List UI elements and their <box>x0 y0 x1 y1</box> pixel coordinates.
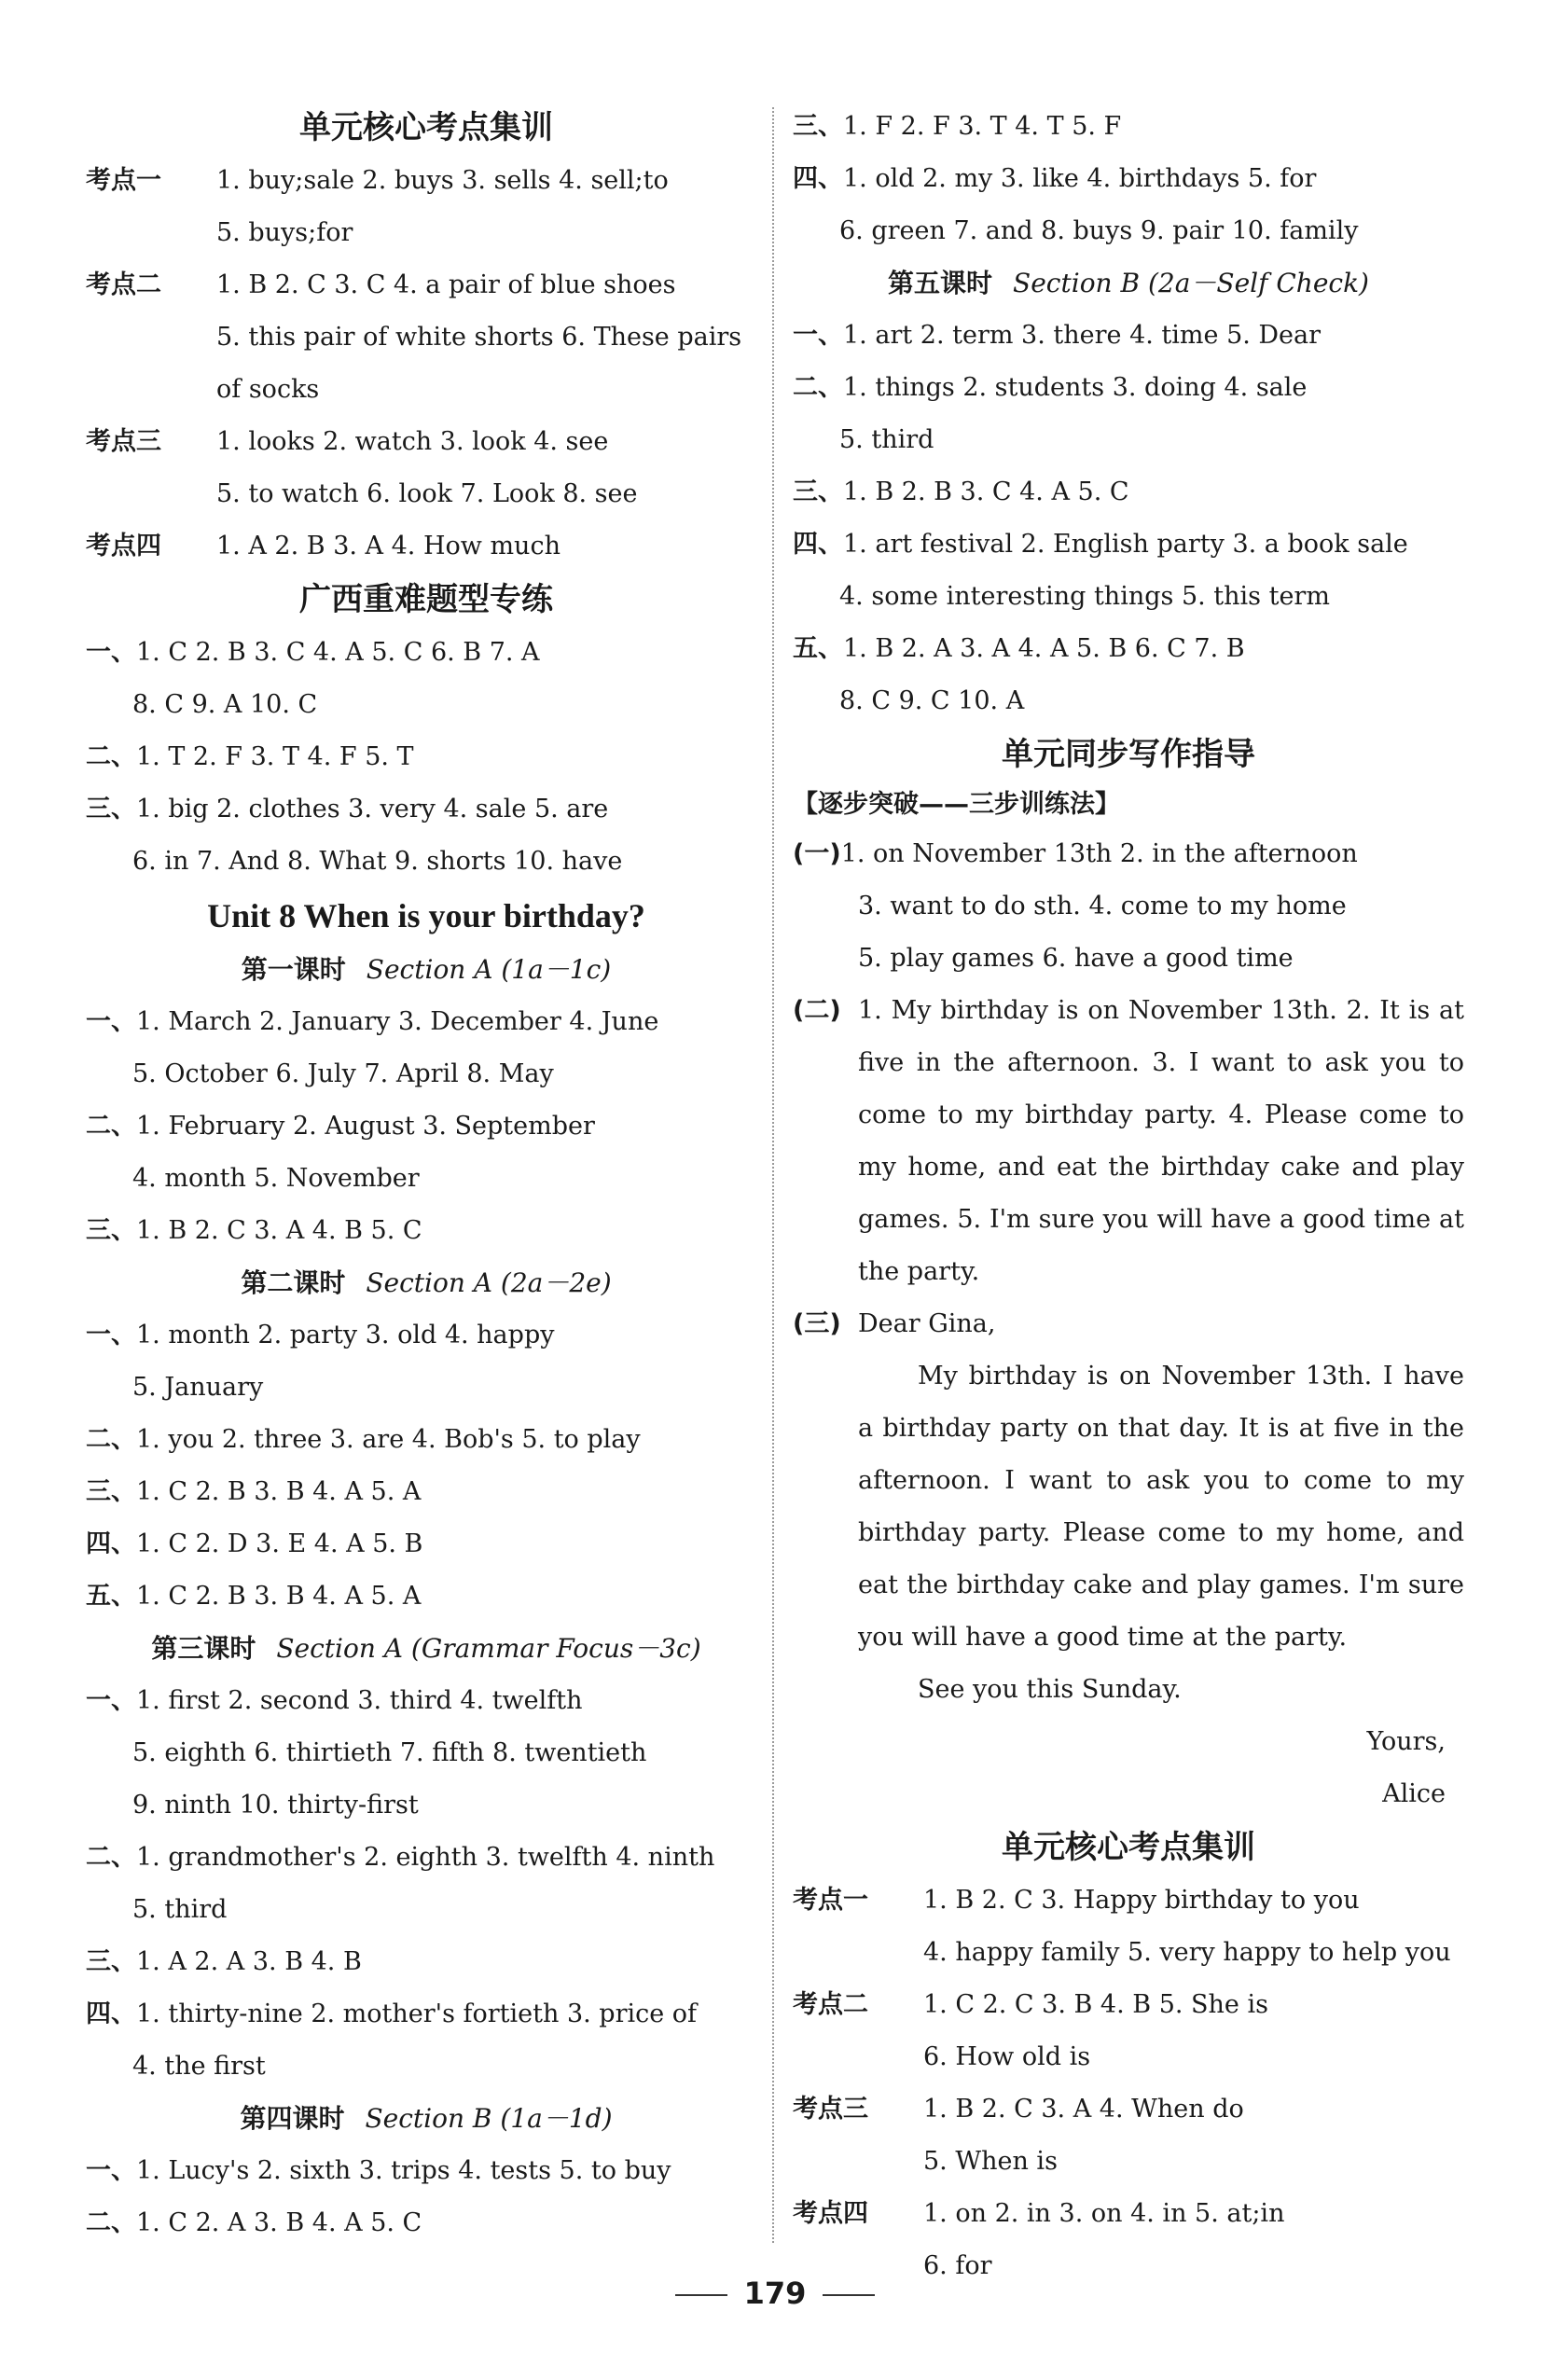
exercise-2 <box>86 1100 767 1153</box>
exercise-mark: 二、 <box>86 1843 136 1872</box>
answer-line: 1. B 2. C 3. C 4. a pair of blue shoes <box>216 270 676 299</box>
answer-line: 1. old 2. my 3. like 4. birthdays 5. for <box>843 164 1317 193</box>
exercise-mark: 一、 <box>86 638 136 667</box>
answer-line: 4. the first <box>132 2052 266 2081</box>
exercise-mark: 二、 <box>793 373 843 402</box>
answer-line: 8. C 9. A 10. C <box>132 690 318 719</box>
exercise-mark: (二) <box>793 996 841 1025</box>
exercise-mark: 三、 <box>86 1216 136 1245</box>
answer-line: 1. March 2. January 3. December 4. June <box>136 1007 659 1036</box>
exercise-3 <box>793 101 1464 153</box>
answer-line: 8. C 9. C 10. A <box>839 686 1025 715</box>
exercise-1 <box>86 1309 767 1362</box>
answer-line: 1. F 2. F 3. T 4. T 5. F <box>843 112 1122 141</box>
answer-line: 6. for <box>923 2251 992 2280</box>
answer-line: 1. B 2. A 3. A 4. A 5. B 6. C 7. B <box>843 634 1245 663</box>
kaodian-4 <box>86 520 767 573</box>
exercise-mark: 三、 <box>86 1477 136 1506</box>
section-heading: 单元核心考点集训 <box>299 109 553 146</box>
exercise-2 <box>793 362 1464 414</box>
lesson-section: Section B (1a－1d) <box>365 2103 613 2134</box>
kaodian-label: 考点三 <box>86 427 161 456</box>
answer-line: 1. C 2. B 3. B 4. A 5. A <box>136 1477 422 1506</box>
exercise-mark: 四、 <box>793 530 843 559</box>
answer-line: 4. some interesting things 5. this term <box>839 582 1330 611</box>
writing-step-2 <box>793 985 1464 1298</box>
kaodian-4 <box>793 2188 1464 2240</box>
exercise-mark: 五、 <box>793 634 843 663</box>
exercise-mark: 四、 <box>86 1529 136 1558</box>
answer-line: 5. play games 6. have a good time <box>858 944 1294 973</box>
answer-line: 1. grandmother's 2. eighth 3. twelfth 4. ninth <box>136 1843 715 1872</box>
answer-line: 1. first 2. second 3. third 4. twelfth <box>136 1686 583 1715</box>
answer-line: 5. When is <box>923 2147 1058 2176</box>
kaodian-3 <box>793 2083 1464 2136</box>
exercise-4 <box>793 153 1464 205</box>
exercise-3 <box>86 1205 767 1257</box>
exercise-1 <box>86 996 767 1048</box>
kaodian-label: 考点四 <box>86 532 161 560</box>
answer-line: 1. C 2. B 3. B 4. A 5. A <box>136 1582 422 1611</box>
page-footer <box>0 2276 1550 2311</box>
lesson-section: Section B (2a－Self Check) <box>1013 268 1369 298</box>
answer-line: 5. eighth 6. thirtieth 7. fifth 8. twentieth <box>132 1738 647 1767</box>
kaodian-1 <box>793 1875 1464 1927</box>
answer-line: 1. B 2. C 3. A 4. B 5. C <box>136 1216 422 1245</box>
exercise-mark: 五、 <box>86 1582 136 1611</box>
sample-letter <box>793 1350 1464 1820</box>
lesson-title <box>86 1257 767 1309</box>
answer-line: 1. art 2. term 3. there 4. time 5. Dear <box>843 321 1322 350</box>
exercise-mark: 一、 <box>86 1321 136 1349</box>
answer-line: 1. C 2. A 3. B 4. A 5. C <box>136 2208 422 2237</box>
answer-line: 1. on 2. in 3. on 4. in 5. at;in <box>923 2199 1285 2228</box>
lesson-label: 第四课时 <box>240 2103 345 2134</box>
kaodian-label: 考点二 <box>793 1990 868 2019</box>
answer-line: 5. October 6. July 7. April 8. May <box>132 1059 554 1088</box>
exercise-mark: 一、 <box>793 321 843 350</box>
exercise-5 <box>793 623 1464 675</box>
exercise-mark: 一、 <box>86 2156 136 2185</box>
exercise-5 <box>86 1571 767 1623</box>
exercise-3 <box>86 1936 767 1988</box>
lesson-section: Section A (Grammar Focus－3c) <box>276 1633 701 1664</box>
exercise-3 <box>793 466 1464 519</box>
answer-line: 5. January <box>132 1373 264 1402</box>
answer-line: 1. buy;sale 2. buys 3. sells 4. sell;to <box>216 166 669 195</box>
answer-line: 4. month 5. November <box>132 1164 420 1193</box>
answer-line: 6. green 7. and 8. buys 9. pair 10. family <box>839 216 1359 245</box>
exercise-1 <box>86 2145 767 2197</box>
column-divider <box>772 107 774 2243</box>
answer-line: 1. looks 2. watch 3. look 4. see <box>216 427 609 456</box>
kaodian-3 <box>86 416 767 468</box>
exercise-mark: 一、 <box>86 1007 136 1036</box>
answer-line: 6. in 7. And 8. What 9. shorts 10. have <box>132 847 623 876</box>
letter-body: My birthday is on November 13th. I have a birthday party on that day. It is at five in the afternoon. I want to ask you to come to my birthday party. Please come to my home, and eat the birthday cake and play games. I'm sure you will have a good time at the party. <box>858 1362 1464 1652</box>
exercise-1 <box>86 1675 767 1727</box>
answer-line: 5. to watch 6. look 7. Look 8. see <box>216 479 638 508</box>
answer-line: 3. want to do sth. 4. come to my home <box>858 892 1347 920</box>
exercise-mark: 三、 <box>793 477 843 506</box>
lesson-label: 第二课时 <box>241 1267 346 1298</box>
letter-greeting: Dear Gina, <box>858 1309 996 1338</box>
footer-dash <box>823 2294 875 2296</box>
answer-line: 1. C 2. B 3. C 4. A 5. C 6. B 7. A <box>136 638 540 667</box>
answer-line: 1. Lucy's 2. sixth 3. trips 4. tests 5. to buy <box>136 2156 671 2185</box>
exercise-mark: 二、 <box>86 2208 136 2237</box>
right-column <box>793 101 1464 2292</box>
writing-step-3 <box>793 1298 1464 1350</box>
exercise-4 <box>86 1988 767 2041</box>
exercise-mark: 三、 <box>793 112 843 141</box>
exercise-mark: 四、 <box>793 164 843 193</box>
answer-line: 1. you 2. three 3. are 4. Bob's 5. to play <box>136 1425 641 1454</box>
exercise-mark: (一) <box>793 839 841 868</box>
kaodian-label: 考点一 <box>793 1886 868 1915</box>
exercise-1 <box>86 627 767 679</box>
answer-line: 6. How old is <box>923 2042 1091 2071</box>
answer-line: 4. happy family 5. very happy to help you <box>923 1938 1451 1967</box>
kaodian-2 <box>86 259 767 311</box>
footer-dash <box>675 2294 727 2296</box>
exercise-2 <box>86 731 767 783</box>
kaodian-label: 考点四 <box>793 2199 868 2228</box>
exercise-mark: 二、 <box>86 742 136 771</box>
answer-line: 1. thirty-nine 2. mother's fortieth 3. price of <box>136 1999 698 2028</box>
exercise-mark: 二、 <box>86 1112 136 1141</box>
section-heading: 单元核心考点集训 <box>1002 1829 1255 1866</box>
letter-yours: Yours, <box>1366 1727 1446 1756</box>
exercise-4 <box>793 519 1464 571</box>
answer-line: 9. ninth 10. thirty-first <box>132 1791 419 1820</box>
answer-line: 5. third <box>839 425 934 454</box>
section-heading: 广西重难题型专练 <box>299 581 553 618</box>
kaodian-1 <box>86 155 767 207</box>
answer-line: of socks <box>216 375 320 404</box>
answer-line: 1. on November 13th 2. in the afternoon <box>840 839 1358 868</box>
exercise-2 <box>86 1832 767 1884</box>
exercise-3 <box>86 783 767 836</box>
lesson-label: 第五课时 <box>888 268 993 298</box>
answer-line: 1. month 2. party 3. old 4. happy <box>136 1321 555 1349</box>
answer-line: 1. big 2. clothes 3. very 4. sale 5. are <box>136 795 609 823</box>
page-number: 179 <box>743 2276 807 2311</box>
answer-line: 1. B 2. C 3. Happy birthday to you <box>923 1886 1360 1915</box>
exercise-mark: (三) <box>793 1309 841 1338</box>
answer-paragraph: 1. My birthday is on November 13th. 2. It is at five in the afternoon. 3. I want to ask you to come to my birthday party. 4. Please come to my home, and eat the birthday cake and play games. 5. I'm sure you will have a good time at the party. <box>858 996 1464 1286</box>
exercise-mark: 二、 <box>86 1425 136 1454</box>
unit-title: Unit 8 When is your birthday? <box>207 897 645 934</box>
left-column <box>86 101 767 2249</box>
exercise-2 <box>86 2197 767 2249</box>
exercise-mark: 一、 <box>86 1686 136 1715</box>
section-heading: 单元同步写作指导 <box>1002 736 1255 773</box>
answer-line: 5. this pair of white shorts 6. These pairs <box>216 323 742 352</box>
answer-line: 1. A 2. B 3. A 4. How much <box>216 532 560 560</box>
answer-line: 1. February 2. August 3. September <box>136 1112 595 1141</box>
answer-line: 1. C 2. C 3. B 4. B 5. She is <box>923 1990 1268 2019</box>
exercise-3 <box>86 1466 767 1518</box>
answer-line: 1. A 2. A 3. B 4. B <box>136 1947 362 1976</box>
writing-subheading: 【逐步突破——三步训练法】 <box>793 790 1120 819</box>
exercise-4 <box>86 1518 767 1571</box>
kaodian-label: 考点三 <box>793 2095 868 2124</box>
lesson-title <box>86 2093 767 2145</box>
exercise-mark: 四、 <box>86 1999 136 2028</box>
answer-line: 1. T 2. F 3. T 4. F 5. T <box>136 742 414 771</box>
letter-signature: Alice <box>1382 1779 1446 1808</box>
lesson-title <box>86 1623 767 1675</box>
kaodian-label: 考点二 <box>86 270 161 299</box>
exercise-2 <box>86 1414 767 1466</box>
exercise-mark: 三、 <box>86 1947 136 1976</box>
exercise-1 <box>793 310 1464 362</box>
answer-line: 1. things 2. students 3. doing 4. sale <box>843 373 1308 402</box>
kaodian-label: 考点一 <box>86 166 161 195</box>
lesson-label: 第一课时 <box>241 954 346 985</box>
writing-step-1 <box>793 828 1464 880</box>
lesson-section: Section A (2a－2e) <box>366 1267 612 1298</box>
answer-line: 1. C 2. D 3. E 4. A 5. B <box>136 1529 423 1558</box>
lesson-title <box>793 257 1464 310</box>
exercise-mark: 三、 <box>86 795 136 823</box>
answer-line: 1. B 2. C 3. A 4. When do <box>923 2095 1244 2124</box>
answer-line: 1. art festival 2. English party 3. a book sale <box>843 530 1408 559</box>
letter-closing: See you this Sunday. <box>918 1675 1182 1704</box>
lesson-label: 第三课时 <box>151 1633 256 1664</box>
answer-line: 5. buys;for <box>216 218 353 247</box>
answer-line: 5. third <box>132 1895 228 1924</box>
lesson-title <box>86 944 767 996</box>
kaodian-2 <box>793 1979 1464 2031</box>
lesson-section: Section A (1a－1c) <box>366 954 612 985</box>
answer-line: 1. B 2. B 3. C 4. A 5. C <box>843 477 1129 506</box>
